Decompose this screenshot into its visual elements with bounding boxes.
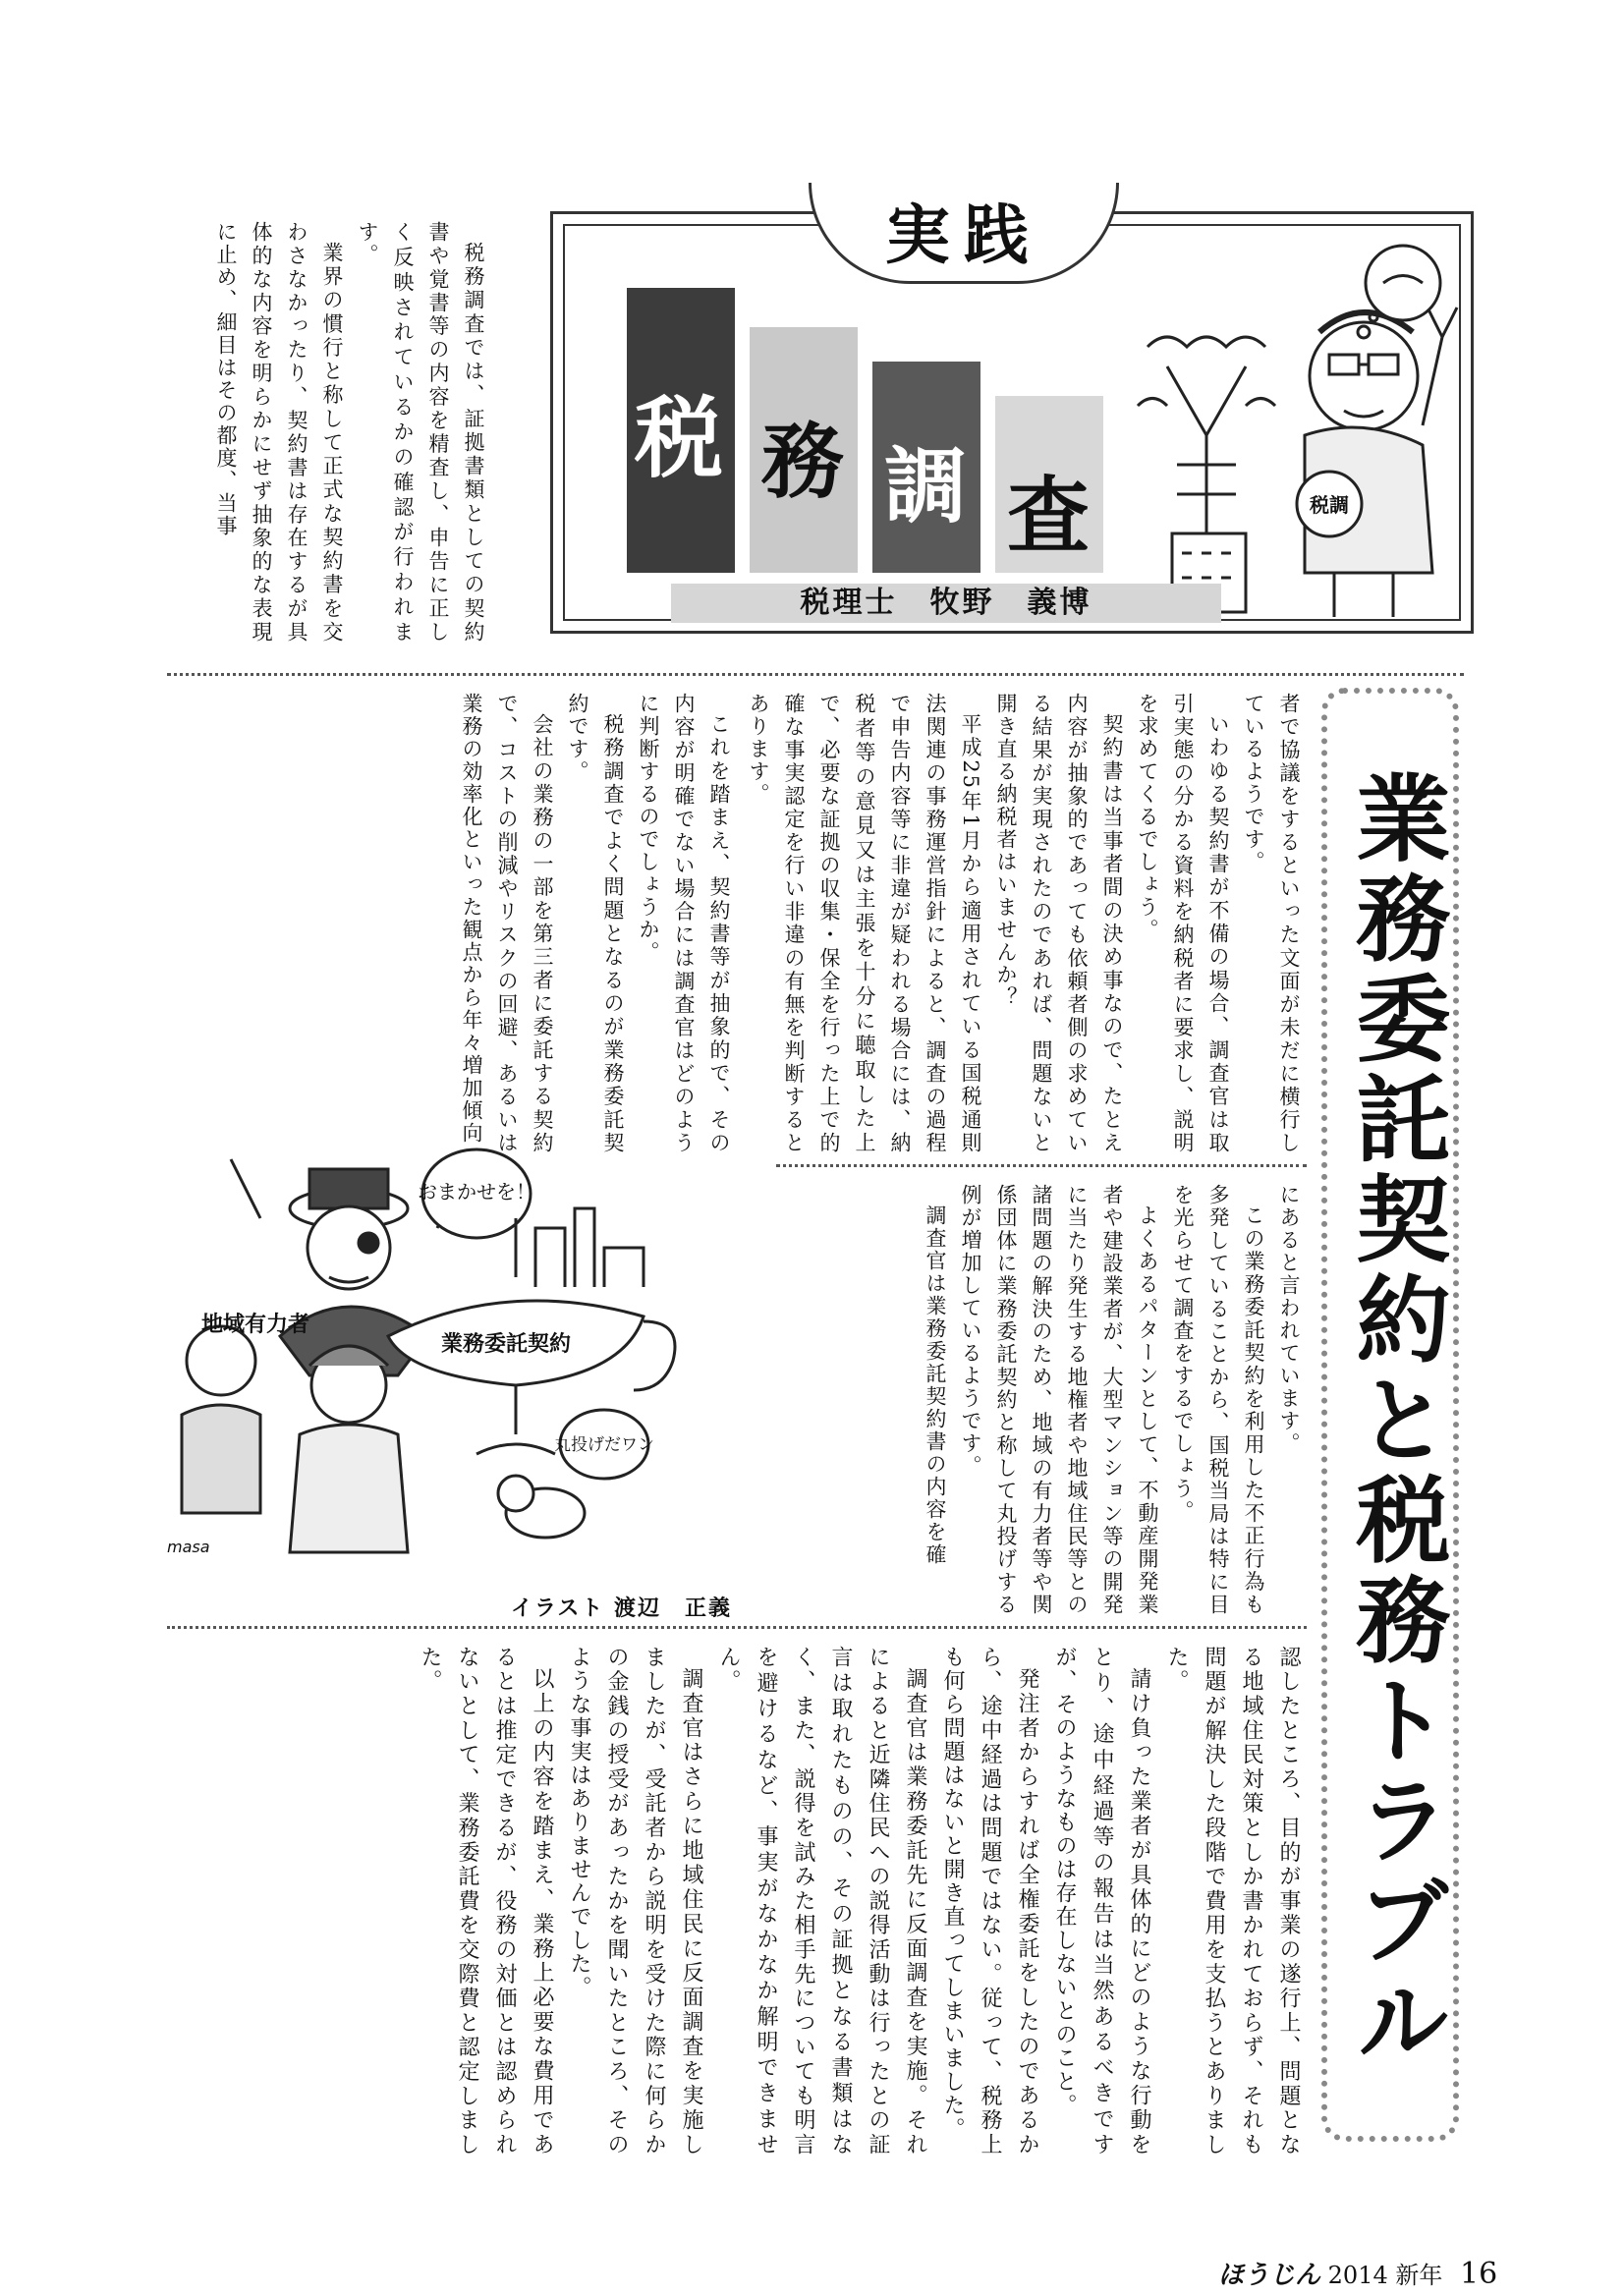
band1-right-p2: いわゆる契約書が不備の場合、調査官は取引実態の分かる資料を納税者に要求し、説明を求めてくるでしょう。 <box>1136 693 1230 1154</box>
band3-p4: 調査官は業務委託先に反面調査を実施。それによると近隣住民への説得活動は行ったとの証言は取れたものの、その証拠となる書類はなく、また、説得を試みた相手先についても明言を避けるなど、事実がなかなか解明できません。 <box>716 1646 927 2156</box>
panel-sa <box>995 396 1103 573</box>
band2-right-p4: 調査官は業務委託契約書の内容を確 <box>924 1204 947 1566</box>
article-title: 業務委託契約と税務トラブル <box>1341 769 1451 2072</box>
panel-zei <box>627 288 735 573</box>
separator-top <box>167 673 1464 676</box>
separator-bottom <box>167 1626 1307 1629</box>
band2-right-p1: にあると言われています。 <box>1277 1184 1301 1455</box>
tax-inspector-cartoon <box>1108 239 1462 622</box>
bubble-omakase: おまかせを！ <box>418 1180 535 1204</box>
article-title-box <box>1321 688 1459 2142</box>
band1-right-text <box>747 693 1307 1155</box>
intro-paragraph-2: 業界の慣行と称して正式な契約書を交わさなかったり、契約書は存在するが具体的な内容を明らかにせず抽象的な表現に止め、細目はその都度、当事 <box>214 221 344 644</box>
badge-icon-text: 税調 <box>1310 493 1349 517</box>
band1-left-p3: 会社の業務の一部を第三者に委託する契約で、コストの削減やリスクの回避、あるいは業務の効率化といった観点から年々増加傾向 <box>460 693 554 1154</box>
footer-page-number: 16 <box>1460 2257 1498 2291</box>
footer-year: 2014 <box>1327 2262 1388 2289</box>
cartoon-illustration <box>162 1100 712 1562</box>
band1-right-p4: 平成25年1月から適用されている国税通則法関連の事務運営指針によると、調査の過程で申告内容等に非違が疑われる場合には、納税者等の意見又は主張を十分に聴取した上で、必要な証拠の収集・保全を行った上で的確な事実認定を行い非違の有無を判断するとあります。 <box>747 693 982 1155</box>
band3-p3: 発注者からすれば全権委託をしたのであるから、途中経過は問題ではない。従って、税務上も何ら問題はないと開き直ってしまいました。 <box>940 1646 1039 2156</box>
illustrator-signature: masa <box>167 1538 210 1556</box>
panel-sa-char: 査 <box>1007 468 1091 564</box>
label-chiiki-yuryokusha: 地域有力者 <box>201 1313 310 1337</box>
page-footer <box>1218 2255 1497 2291</box>
panel-mu-char: 務 <box>761 414 845 510</box>
panel-zei-char: 税 <box>635 387 723 490</box>
panel-mu <box>750 327 858 573</box>
band1-left-p2: 税務調査でよく問題となるのが業務委託契約です。 <box>566 693 625 1154</box>
bubble-marunage-dawan: 丸投げだワン <box>554 1435 654 1455</box>
band3-p6: 以上の内容を踏まえ、業務上必要な費用であるとは推定できるが、役務の対価とは認められないとして、業務委託費を交際費と認定しました。 <box>418 1646 554 2156</box>
footer-brand: ほうじん <box>1218 2261 1321 2290</box>
separator-mid-right <box>776 1164 1307 1167</box>
intro-paragraph-1: 税務調査では、証拠書類としての契約書や覚書等の内容を精査し、申告に正しく反映されているかの確認が行われます。 <box>356 221 485 644</box>
author-name: 税理士 牧野 義博 <box>671 584 1221 623</box>
band2-right-text <box>776 1184 1307 1616</box>
band3-p5: 調査官はさらに地域住民に反面調査を実施しましたが、受託者から説明を受けた際に何らかの金銭の授受があったかを聞いたところ、そのような事実はありませんでした。 <box>567 1646 703 2156</box>
band1-left-p1: これを踏まえ、契約書等が抽象的で、その内容が明確でない場合には調査官はどのように判断するのでしょうか。 <box>637 693 731 1154</box>
panel-cho-char: 調 <box>884 438 968 534</box>
band1-right-p3: 契約書は当事者間の決め事なので、たとえ内容が抽象的であっても依頼者側の求めている結果が実現されたのであれば、問題ないと開き直る納税者はいませんか？ <box>994 693 1124 1154</box>
band3-p1: 認したところ、目的が事業の遂行上、問題となる地域住民対策としか書かれておらず、それも問題が解決した段階で費用を支払うとありました。 <box>1164 1646 1301 2156</box>
band3-text <box>167 1646 1307 2156</box>
band1-left-text <box>167 693 737 1154</box>
banner-title-jissen: 実践 <box>885 197 1042 273</box>
intro-text <box>167 221 491 644</box>
footer-issue: 新年 <box>1395 2262 1443 2289</box>
cup-label-gyomu-itaku: 業務委託契約 <box>440 1332 572 1357</box>
band2-right-p2: この業務委託契約を利用した不正行為も多発していることから、国税当局は特に目を光らせて調査をするでしょう。 <box>1171 1184 1265 1616</box>
illustration-credit: イラスト 渡辺 正義 <box>511 1596 732 1621</box>
band2-right-p3: よくあるパターンとして、不動産開発業者や建設業者が、大型マンション等の開発に当たり発生する地権者や地域住民等との諸問題の解決のため、地域の有力者等や関係団体に業務委託契約と称して丸投げする例が増加しているようです。 <box>959 1184 1159 1616</box>
band1-right-p1: 者で協議をするといった文面が未だに横行しているようです。 <box>1242 693 1301 1154</box>
header-banner <box>550 197 1474 634</box>
panel-cho <box>872 362 980 573</box>
band3-p2: 請け負った業者が具体的にどのような行動をとり、途中経過等の報告は当然あるべきですが、そのようなものは存在しないとのこと。 <box>1052 1646 1151 2156</box>
banner-arch <box>809 183 1119 284</box>
